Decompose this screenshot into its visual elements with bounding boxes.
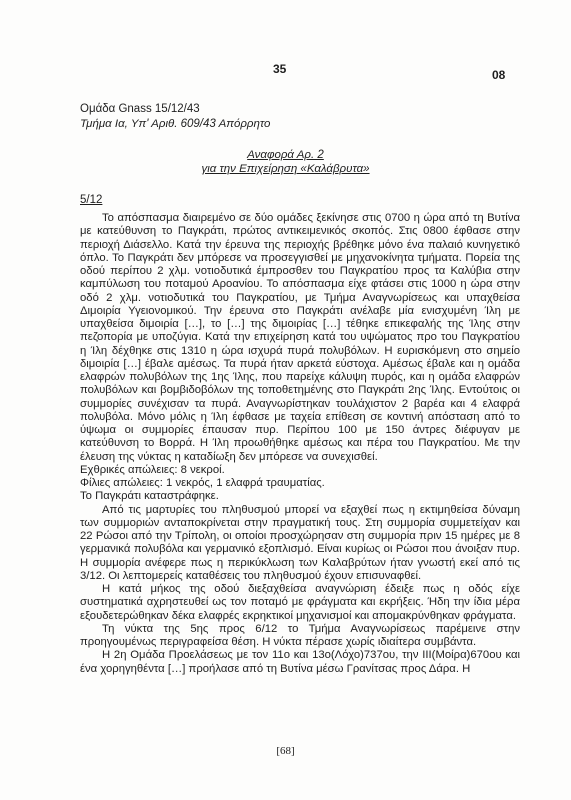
header-line-1: Ομάδα Gnass 15/12/43 [80, 103, 200, 115]
footer-page-number: [68] [276, 745, 295, 757]
entry-date: 5/12 [80, 194, 103, 206]
page-number: 35 [273, 62, 287, 76]
paragraph-7: Τη νύκτα της 5ης προς 6/12 το Τμήμα Αναγνωρίσεως παρέμεινε στην προηγουμένως περιγραφείσα θέση. Η νύκτα πέρασε χωρίς ιδιαίτερα συμβάντα. [80, 622, 520, 648]
paragraph-1: Το απόσπασμα διαιρεμένο σε δύο ομάδες ξεκίνησε στις 0700 η ώρα από τη Βυτίνα με κατεύθυνση το Παγκράτι, πρώτος αντικειμενικός σκοπός. Στις 0800 έφθασε στην περιοχή Διάσελλο. Κατά την έρευνα της περιοχής βρέθηκε μόνο ένα παλαιό κυνηγετικό όπλο. Το Παγκράτι δεν μπόρεσε να προσεγγισθεί με μηχανοκίνητα τμήματα. Πορεία της οδού περίπου 2 χλμ. νοτιοδυτικά έμπροσθεν του Παγκρατίου προς τα Καλύβια στην καμπύλωση του ποταμού Αροανίου. Το απόσπασμα είχε φτάσει στις 1000 η ώρα στην οδό 2 χλμ. νοτιοδυτικά του Παγκρατίου, με Τμήμα Αναγνωρίσεως και υπαχθείσα Διμοιρία Υγειονομικού. Την έρευνα στο Παγκράτι ανέλαβε μία ενισχυμένη Ίλη με υπαχθείσα διμοιρία […], το […] της διμοιρίας […] τέθηκε επικεφαλής της Ίλης στην πεζοπορία με υποζύγια. Κατά την επιχείρηση κατά του υψώματος προ του Παγκρατίου η Ίλη δέχθηκε στις 1310 η ώρα ισχυρά πυρά πολυβόλων. Η ευρισκόμενη στο σημείο διμοιρία […] έβαλε αμέσως. Τα πυρά ήταν αρκετά εύστοχα. Αμέσως έβαλε και η ομάδα ελαφρών πολυβόλων της 1ης Ίλης, που παρείχε κάλυψη πυρός, και η ομάδα ελαφρών πολυβόλων και βομβιδοβόλων της τοποθετημένης στο Παγκράτι 2ης Ίλης. Εντούτοις οι συμμορίες συνέχισαν τα πυρά. Αναγνωρίστηκαν τουλάχιστον 2 βαρέα και 4 ελαφρά πολυβόλα. Μόνο μόλις η Ίλη έφθασε με ταχεία επίθεση σε κοντινή απόσταση από το ύψωμα οι συμμορίες έπαυσαν πυρ. Περίπου 100 με 150 άντρες διέφυγαν με κατεύθυνση το Βορρά. Η Ίλη προωθήθηκε αμέσως και πέρα του Παγκρατίου. Με την έλευση της νύκτας η καταδίωξη δεν μπόρεσε να συνεχισθεί. [80, 212, 520, 463]
report-title: Αναφορά Αρ. 2 [247, 149, 324, 161]
header-line-2: Τμήμα Ια, Υπ' Αριθ. 609/43 Απόρρητο [80, 118, 271, 130]
document-code: 08 [492, 68, 506, 82]
paragraph-4: Το Παγκράτι καταστράφηκε. [80, 490, 219, 503]
paragraph-5: Από τις μαρτυρίες του πληθυσμού μπορεί να εξαχθεί πως η εκτιμηθείσα δύναμη των συμμοριών ανταποκρίνεται στην πραγματική τους. Στη συμμορία συμμετείχαν και 22 Ρώσοι από την Τρίπολη, οι οποίοι προσχώρησαν στη συμμορία πριν 15 ημέρες με 8 γερμανικά πολυβόλα και γερμανικό εξοπλισμό. Είναι κυρίως οι Ρώσοι που άνοιξαν πυρ. Η συμμορία ανέφερε πως η περικύκλωση των Καλαβρύτων ήταν γνωστή εκεί από τις 3/12. Οι λεπτομερείς καταθέσεις του πληθυσμού έχουν επισυναφθεί. [80, 503, 520, 582]
paragraph-8: Η 2η Ομάδα Προελάσεως με τον 11ο και 13ο(Λόχο)737ου, την ΙΙΙ(Μοίρα)670ου και ένα χορηγηθέντα […] προήλασε από τη Βυτίνα μέσω Γρανίτσας προς Δάρα. Η [80, 649, 520, 675]
paragraph-6: Η κατά μήκος της οδού διεξαχθείσα αναγνώριση έδειξε πως η οδός είχε συστηματικά αχρηστευθεί ως τον ποταμό με φράγματα και εκρήξεις. Ήδη την ίδια μέρα εξουδετερώθηκαν δέκα ελαφρές εκρηκτικοί μηχανισμοί και απομακρύνθηκαν φράγματα. [80, 583, 520, 622]
report-body [80, 212, 520, 676]
report-subtitle: για την Επιχείρηση «Καλάβρυτα» [201, 163, 370, 175]
paragraph-2: Εχθρικές απώλειες: 8 νεκροί. [80, 463, 225, 476]
paragraph-3: Φίλιες απώλειες: 1 νεκρός, 1 ελαφρά τραυματίας. [80, 477, 325, 489]
